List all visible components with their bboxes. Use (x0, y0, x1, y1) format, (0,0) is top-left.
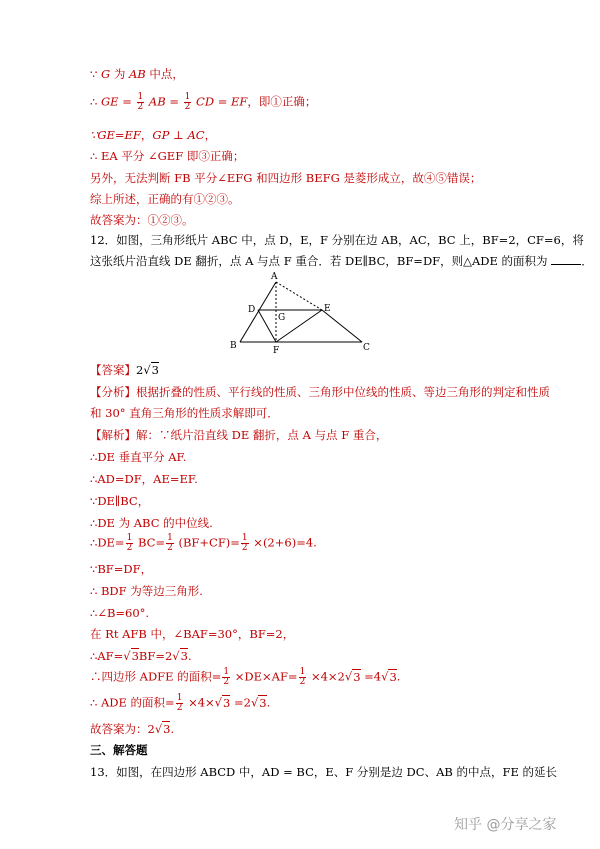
analysis-line-1: 【分析】根据折叠的性质、平行线的性质、三角形中位线的性质、等边三角形的判定和性质 (90, 385, 550, 399)
segment-df (258, 310, 276, 342)
solution-line-11: ∴四边形 ADFE 的面积= $\frac{1}{2}$ ×DE×AF= $\frac{1}{2}$ ×4×2√3 =4√3. (90, 667, 401, 687)
solution-line-7: ∴ BDF 为等边三角形. (90, 584, 203, 598)
line-ea-bisects: ∴ EA 平分 ∠GEF 即③正确； (90, 149, 245, 163)
label-f: F (273, 346, 280, 356)
answer-line: 【答案】2√3 (90, 363, 159, 377)
segment-ae (276, 282, 322, 310)
solution-line-9: 在 Rt AFB 中，∠BAF=30°，BF=2， (90, 627, 295, 641)
label-d: D (248, 305, 256, 315)
line-ge-equation: ∴ GE = $\frac{1}{2}$ AB = $\frac{1}{2}$ CD = EF，即①正确； (90, 92, 317, 112)
solution-line-8: ∴∠B=60°. (90, 606, 150, 620)
solution-line-0: 【解析】解：∵纸片沿直线 DE 翻折，点 A 与点 F 重合， (90, 428, 388, 442)
line-ge-ef: ∵GE=EF，GP ⊥ AC， (90, 128, 217, 142)
line-answer-11: 故答案为：①②③。 (90, 213, 194, 227)
zhihu-watermark: 知乎 @分享之家 (454, 817, 557, 833)
answer-blank (551, 254, 581, 265)
line-summary: 综上所述，正确的有①②③。 (90, 192, 240, 206)
solution-line-12: ∴ ADE 的面积= $\frac{1}{2}$ ×4×√3 =2√3. (90, 693, 271, 713)
label-c: C (363, 343, 370, 353)
triangle-fold-figure (226, 268, 376, 358)
question-13-line-1: 13．如图，在四边形 ABCD 中，AD = BC，E、F 分别是边 DC、AB 的中点，FE 的延长 (90, 765, 558, 779)
solution-line-5: ∴DE= $\frac{1}{2}$ BC= $\frac{1}{2}$ (BF+CF)= $\frac{1}{2}$ ×(2+6)=4. (90, 533, 317, 553)
solution-line-3: ∵DE∥BC， (90, 494, 150, 508)
label-a: A (271, 272, 278, 282)
question-12-line-1: 12．如图，三角形纸片 ABC 中，点 D，E，F 分别在边 AB，AC，BC 上，BF=2，CF=6，将 (90, 233, 584, 247)
solution-line-1: ∴DE 垂直平分 AF. (90, 450, 187, 464)
solution-line-10: ∴AF=√3BF=2√3. (90, 649, 192, 663)
solution-line-6: ∵BF=DF， (90, 562, 153, 576)
solution-line-4: ∴DE 为 ABC 的中位线. (90, 516, 213, 530)
label-e: E (324, 304, 331, 314)
solution-line-2: ∴AD=DF，AE=EF. (90, 472, 198, 486)
label-b: B (230, 341, 237, 351)
line-other-judgement: 另外，无法判断 FB 平分∠EFG 和四边形 BEFG 是菱形成立，故④⑤错误； (90, 171, 482, 185)
section-heading: 三、解答题 (90, 743, 148, 757)
solution-line-13: 故答案为：2√3. (90, 722, 175, 736)
segment-ec (322, 310, 362, 342)
question-12-line-2: 这张纸片沿直线 DE 翻折，点 A 与点 F 重合．若 DE∥BC，BF=DF，则△ADE 的面积为 ． (90, 254, 593, 268)
analysis-line-2: 和 30° 直角三角形的性质求解即可． (90, 406, 279, 420)
line-g-midpoint: ∵ G 为 AB 中点， (90, 67, 184, 81)
label-g: G (278, 313, 286, 323)
